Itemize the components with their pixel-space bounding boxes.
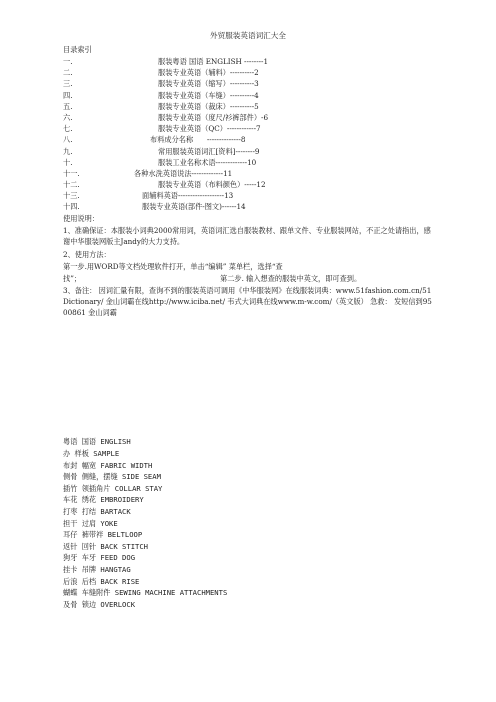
glossary-list bbox=[63, 448, 435, 610]
toc-label: 服装专业英语（布料颜色）-----12 bbox=[158, 180, 266, 190]
glossary-entry: 打枣 打结 BARTACK bbox=[63, 506, 131, 516]
toc-number: 十三. bbox=[63, 191, 80, 201]
glossary-entry: 蝴蝶 车缝附件 SEWING MACHINE ATTACHMENTS bbox=[63, 588, 228, 598]
glossary-entry: 挂卡 吊牌 HANGTAG bbox=[63, 564, 131, 574]
glossary-entry: 办 样板 SAMPLE bbox=[63, 449, 120, 458]
glossary-entry: 返针 回针 BACK STITCH bbox=[63, 541, 149, 551]
toc-label: 面辅料英语-------------------13 bbox=[142, 191, 234, 201]
glossary-entry: 后浪 后档 BACK RISE bbox=[63, 576, 140, 586]
toc-number: 九. bbox=[63, 146, 73, 156]
instructions-heading: 使用说明： bbox=[63, 214, 99, 223]
toc-number: 六. bbox=[63, 112, 73, 122]
toc-number: 十四. bbox=[63, 202, 80, 212]
toc-heading: 目录索引 bbox=[63, 45, 92, 54]
toc-label: 服装专业英语（车缝）----------4 bbox=[158, 90, 259, 100]
toc-number: 十二. bbox=[63, 180, 80, 190]
toc-row bbox=[63, 168, 435, 179]
toc-row bbox=[63, 90, 435, 101]
toc-row bbox=[63, 201, 435, 212]
usage-step1: 第一步.用WORD等文档处理软件打开，单击“编辑” 菜单栏，选择“查 bbox=[63, 262, 283, 271]
toc-row bbox=[63, 134, 435, 145]
toc-label: 服装专业英语（缩写）----------3 bbox=[158, 79, 259, 89]
toc-label: 服装专业英语（QC）------------7 bbox=[158, 124, 261, 134]
toc-row bbox=[63, 157, 435, 168]
toc-number: 五. bbox=[63, 101, 73, 111]
document-title: 外贸服装英语词汇大全 bbox=[210, 31, 286, 40]
toc-number: 四. bbox=[63, 90, 73, 100]
usage-step-line bbox=[63, 273, 435, 284]
toc-number: 七. bbox=[63, 124, 73, 134]
toc-number: 十一. bbox=[63, 168, 80, 178]
toc-label: 服装专业英语（度尺/衫裤部件）-6 bbox=[158, 112, 269, 122]
usage-step1-end: 找”； bbox=[63, 274, 82, 283]
toc-label: 服装专业英语（辅料）----------2 bbox=[158, 68, 259, 78]
toc-row bbox=[63, 112, 435, 123]
glossary-entry: 插竹 领插角片 COLLAR STAY bbox=[63, 483, 163, 493]
toc-label: 服装粤语 国语 ENGLISH --------1 bbox=[158, 57, 269, 66]
table-of-contents bbox=[63, 56, 435, 213]
toc-row bbox=[63, 56, 435, 67]
toc-row bbox=[63, 123, 435, 134]
toc-row bbox=[63, 146, 435, 157]
note-usage-heading: 2、使用方法： bbox=[63, 250, 111, 259]
toc-number: 二. bbox=[63, 68, 73, 78]
toc-row bbox=[63, 179, 435, 190]
note-remarks: 3、备注： 因词汇量有限，查询不到的服装英语可调用《中华服装网》在线服装词典：www.51fashion.com.cn/51Dictionary/ 金山词霸在线http://www.iciba.net/ 韦式大词典在线www.m-w.com/（英文版） 急救： 发短信到9500861 金山词霸 bbox=[63, 286, 432, 318]
toc-label: 常用服装英语词汇[资料]--------9 bbox=[158, 146, 260, 156]
glossary-entry: 车花 绣花 EMBROIDERY bbox=[63, 495, 144, 505]
toc-row bbox=[63, 190, 435, 201]
glossary-entry: 耳仔 裤带袢 BELTLOOP bbox=[63, 530, 143, 540]
toc-number: 八. bbox=[63, 135, 73, 145]
toc-label: 服装专业英语（裁床）----------5 bbox=[158, 101, 259, 111]
note-accuracy: 1、准确保证：本服装小词典2000常用词，英语词汇选自服装教材、跟单文件、专业服装网站，不正之处请指出，感谢中华服装网版主Jandy的大力支持。 bbox=[63, 226, 431, 247]
toc-label: 布料成分名称 --------------8 bbox=[150, 135, 246, 145]
usage-step2: 第二步. 输入想查的服装中英文，即可查到。 bbox=[220, 274, 362, 283]
toc-row bbox=[63, 67, 435, 78]
toc-number: 一. bbox=[63, 57, 73, 66]
toc-label: 各种水洗英语说法-------------11 bbox=[134, 168, 233, 178]
glossary-entry: 布封 幅宽 FABRIC WIDTH bbox=[63, 460, 153, 470]
toc-number: 三. bbox=[63, 79, 73, 89]
glossary-entry: 狗牙 车牙 FEED DOG bbox=[63, 553, 136, 563]
toc-row bbox=[63, 78, 435, 89]
glossary-entry: 侧骨 侧缝，摆缝 SIDE SEAM bbox=[63, 472, 161, 482]
glossary-entry: 及骨 锁边 OVERLOCK bbox=[63, 599, 136, 609]
toc-label: 服装专业英语(部件-图文)------14 bbox=[142, 202, 246, 212]
glossary-entry: 担干 过肩 YOKE bbox=[63, 518, 118, 528]
toc-row bbox=[63, 101, 435, 112]
toc-number: 十. bbox=[63, 157, 73, 167]
toc-label: 服装工业名称术语-------------10 bbox=[158, 157, 257, 167]
glossary-header: 粤语 国语 ENGLISH bbox=[63, 437, 131, 446]
